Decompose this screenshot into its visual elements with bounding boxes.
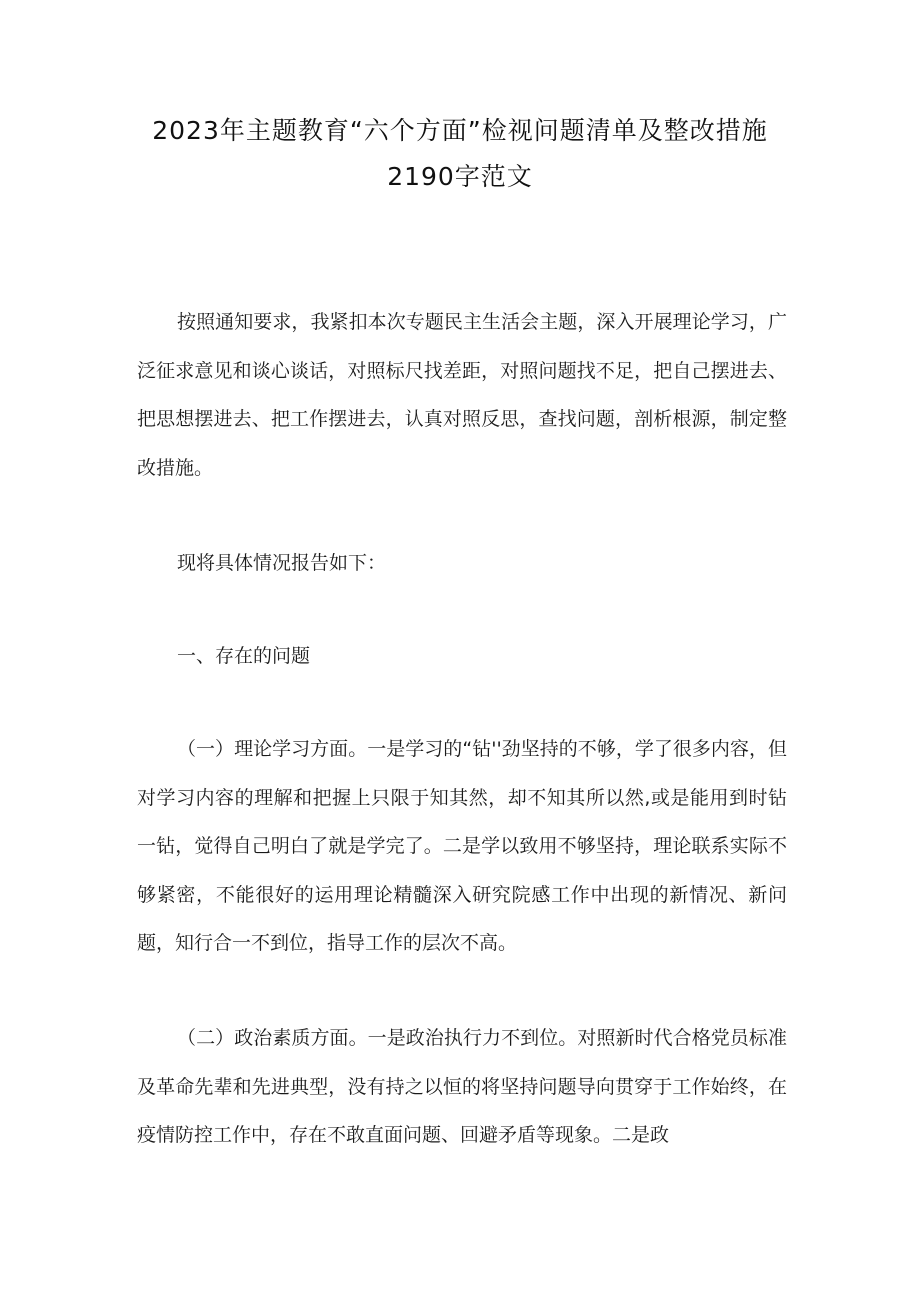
paragraph-report-lead: 现将具体情况报告如下： <box>177 552 387 574</box>
paragraph-intro: 按照通知要求，我紧扣本次专题民主生活会主题，深入开展理论学习，广泛征求意见和谈心谈话，对照标尺找差距，对照问题找不足，把自己摆进去、把思想摆进去、把工作摆进去，认真对照反思，查找问题，剖析根源，制定整改措施。 <box>137 311 787 479</box>
paragraph-theory-study: （一）理论学习方面。一是学习的“钻''劲坚持的不够，学了很多内容，但对学习内容的理解和把握上只限于知其然，却不知其所以然,或是能用到时钻一钻，觉得自己明白了就是学完了。二是学以致用不够坚持，理论联系实际不够紧密，不能很好的运用理论精髓深入研究院感工作中出现的新情况、新问题，知行合一不到位，指导工作的层次不高。 <box>137 738 787 954</box>
paragraph-political-quality: （二）政治素质方面。一是政治执行力不到位。对照新时代合格党员标准及革命先辈和先进典型，没有持之以恒的将坚持问题导向贯穿于工作始终，在疫情防控工作中，存在不敢直面问题、回避矛盾等现象。二是政 <box>137 1027 787 1146</box>
document-title: 2023年主题教育“六个方面”检视问题清单及整改措施2190字范文 <box>152 116 768 191</box>
section-heading-problems: 一、存在的问题 <box>177 645 311 667</box>
